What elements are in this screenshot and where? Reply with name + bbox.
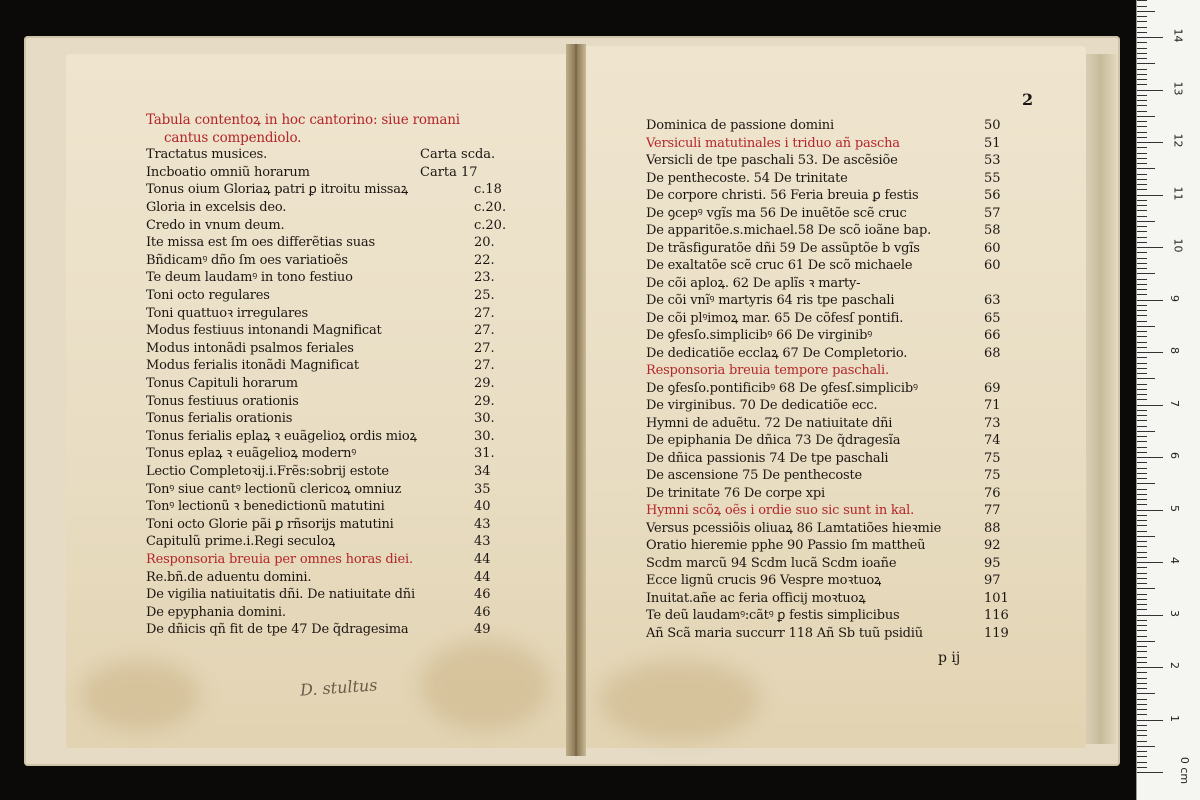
toc-entry: Capitulũ prime.i.Regi seculoꝝ (146, 534, 336, 550)
toc-page-number: 77 (984, 503, 1001, 518)
toc-entry: De dedicatiõe ecclaꝝ 67 De Completorio. (646, 345, 908, 361)
toc-entry: Te deum laudamꝰ in tono festiuo (146, 270, 353, 286)
toc-page-number: 60 (984, 258, 1001, 273)
ruler-tick (1137, 195, 1163, 196)
ruler-tick (1137, 242, 1147, 243)
ruler-tick (1137, 709, 1147, 710)
toc-page-number: Carta scda. (420, 147, 496, 163)
ruler-tick (1137, 541, 1147, 542)
margin-note: D. stultus (299, 675, 379, 700)
ruler-label: 7 (1168, 399, 1181, 407)
stain (420, 640, 550, 730)
toc-entry: Dominica de passione domini (646, 118, 834, 133)
ruler-tick (1137, 620, 1147, 621)
toc-entry: Incboatio omniũ horarum (146, 164, 310, 180)
ruler-tick (1137, 32, 1147, 33)
page-number: 2 (1022, 90, 1034, 109)
toc-page-number: 66 (984, 328, 1001, 343)
toc-entry: Bñdicamꝰ dño ſm oes variatioẽs (146, 252, 348, 268)
ruler-tick (1137, 48, 1147, 49)
ruler-tick (1137, 494, 1147, 495)
ruler-tick (1137, 672, 1147, 673)
ruler-tick (1137, 588, 1155, 589)
ruler-tick (1137, 147, 1147, 148)
toc-entry: Versicli de tpe paschali 53. De ascẽsiõe (646, 153, 898, 168)
ruler-tick (1137, 562, 1163, 563)
toc-entry: De cõi vnĩꝰ martyris 64 ris tpe paschali (646, 293, 895, 308)
ruler-tick (1137, 126, 1147, 127)
toc-page-number: 95 (984, 555, 1001, 571)
ruler-tick (1137, 714, 1147, 715)
ruler-tick (1137, 284, 1147, 285)
toc-entry: De epiphania De dñica 73 De q̃dragesĩa (646, 433, 901, 448)
ruler-tick (1137, 305, 1147, 306)
ruler-tick (1137, 237, 1147, 238)
ruler-tick (1137, 426, 1147, 427)
ruler-tick (1137, 42, 1147, 43)
ruler-label: 8 (1168, 347, 1181, 354)
ruler-tick (1137, 79, 1147, 80)
ruler-tick (1137, 420, 1147, 421)
ruler-tick (1137, 667, 1163, 668)
toc-entry: De exaltatõe scẽ cruc 61 De scõ michaele (646, 258, 913, 273)
ruler-tick (1137, 536, 1155, 537)
toc-page-number: 27. (474, 358, 495, 374)
toc-entry: Scdm marcũ 94 Scdm lucã Scdm ioañe (646, 555, 897, 571)
ruler-tick (1137, 751, 1147, 752)
toc-entry: De penthecoste. 54 De trinitate (646, 170, 848, 186)
ruler-tick (1137, 0, 1147, 1)
ruler-tick (1137, 651, 1147, 652)
toc-page-number: 116 (984, 608, 1009, 623)
toc-entry: Modus festiuus intonandi Magnificat (146, 323, 382, 339)
ruler-tick (1137, 363, 1147, 364)
ruler-tick (1137, 373, 1147, 374)
ruler-tick (1137, 11, 1155, 12)
ruler-tick (1137, 447, 1147, 448)
ruler-tick (1137, 121, 1147, 122)
stain (600, 660, 760, 740)
ruler-tick (1137, 168, 1155, 169)
ruler-tick (1137, 221, 1155, 222)
toc-page-number: 29. (474, 376, 495, 391)
toc-page-number: 56 (984, 188, 1001, 203)
toc-page-number: 119 (984, 625, 1009, 641)
toc-entry: Responsoria breuia tempore paschali. (646, 363, 889, 378)
toc-page-number: 50 (984, 118, 1001, 133)
ruler-tick (1137, 646, 1147, 647)
toc-entry: Tonꝰ lectionũ ꝛ benedictionũ matutini (146, 499, 385, 515)
toc-page-number: 30. (474, 411, 495, 427)
ruler-tick (1137, 520, 1147, 521)
toc-page-number: 75 (984, 450, 1001, 466)
ruler-tick (1137, 142, 1163, 143)
ruler-tick (1137, 116, 1155, 117)
ruler-tick (1137, 95, 1147, 96)
ruler-tick (1137, 730, 1147, 731)
ruler-tick (1137, 483, 1155, 484)
ruler-tick (1137, 641, 1155, 642)
toc-entry: De trinitate 76 De corpe xpi (646, 485, 826, 501)
ruler-tick (1137, 772, 1163, 773)
toc-page-number: 60 (984, 240, 1001, 256)
ruler-tick (1137, 258, 1147, 259)
ruler-tick (1137, 452, 1147, 453)
ruler-tick (1137, 531, 1147, 532)
toc-entry: Tonꝰ siue cantꝰ lectionũ clericoꝝ omniuz (146, 481, 402, 497)
ruler-label: 0 cm (1178, 756, 1192, 785)
toc-entry: De epyphania domini. (146, 604, 286, 620)
ruler-tick (1137, 263, 1147, 264)
toc-entry: De trãsfiguratõe dñi 59 De assũptõe b vgĩs (646, 240, 920, 256)
toc-page-number: 20. (474, 235, 495, 251)
toc-page-number: 46 (474, 604, 491, 620)
ruler-tick (1137, 735, 1147, 736)
ruler-tick (1137, 273, 1155, 274)
ruler-tick (1137, 105, 1147, 106)
toc-entry: De cõi aploꝝ. 62 De aplĩs ꝛ marty- (646, 275, 861, 291)
toc-page-number: 69 (984, 380, 1001, 396)
toc-page-number: c.20. (474, 200, 507, 215)
ruler-tick (1137, 405, 1163, 406)
ruler-tick (1137, 158, 1147, 159)
toc-entry: Modus intonãdi psalmos feriales (146, 340, 354, 356)
ruler-tick (1137, 604, 1147, 605)
ruler-tick (1137, 489, 1147, 490)
ruler-tick (1137, 468, 1147, 469)
ruler-tick (1137, 163, 1147, 164)
toc-entry: De corpore christi. 56 Feria breuia ꝑ festis (646, 188, 919, 203)
toc-page-number: 76 (984, 485, 1001, 501)
toc-entry: Tractatus musices. (146, 147, 267, 163)
toc-entry: Tonus oium Gloriaꝝ patri ꝑ itroitu missaꝝ (146, 182, 409, 198)
ruler-tick (1137, 74, 1147, 75)
toc-entry: Toni octo Glorie pãi ꝑ rñsorijs matutini (146, 516, 394, 532)
ruler-tick (1137, 478, 1147, 479)
toc-page-number: 35 (474, 481, 491, 497)
toc-page-number: 51 (984, 135, 1001, 151)
toc-entry: De ascensione 75 De penthecoste (646, 468, 862, 483)
ruler-tick (1137, 662, 1147, 663)
toc-page-number: 40 (474, 499, 491, 515)
toc-entry: De ꝯcepꝰ vgĩs ma 56 De inuẽtõe scẽ cruc (646, 205, 907, 221)
ruler-tick (1137, 557, 1147, 558)
toc-page-number: 44 (474, 569, 491, 585)
ruler-tick (1137, 457, 1163, 458)
toc-page-number: 46 (474, 587, 491, 603)
toc-entry: Tonus Capituli horarum (146, 376, 298, 391)
toc-page-number: c.20. (474, 217, 507, 233)
toc-entry: Lectio Completoꝛij.i.Frẽs:sobrij estote (146, 464, 389, 479)
ruler-tick (1137, 184, 1147, 185)
toc-entry: Te deũ laudamꝰ:cãtꝰ ꝑ festis simplicibus (646, 608, 900, 623)
toc-entry: De cõi plꝰimoꝝ mar. 65 De cõfesſ pontifi. (646, 310, 904, 326)
ruler-tick (1137, 599, 1147, 600)
ruler-tick (1137, 525, 1147, 526)
book-gutter (566, 44, 586, 756)
toc-page-number: 27. (474, 340, 495, 356)
ruler-tick (1137, 216, 1147, 217)
toc-page-number: 31. (474, 446, 495, 462)
toc-heading: cantus compendiolo. (164, 129, 302, 146)
ruler-tick (1137, 210, 1147, 211)
ruler-tick (1137, 441, 1147, 442)
ruler-label: 11 (1171, 186, 1185, 200)
toc-entry: Gloria in excelsis deo. (146, 200, 287, 215)
toc-entry: De vigilia natiuitatis dñi. De natiuitate dñi (146, 587, 415, 603)
toc-page-number: 44 (474, 552, 491, 567)
toc-entry: Toni octo regulares (146, 288, 270, 303)
toc-entry: Versus pcessiõis oliuaꝝ 86 Lamtatiões hieꝛmie (646, 520, 942, 536)
ruler-tick (1137, 342, 1147, 343)
toc-entry: Tonus ferialis orationis (146, 411, 293, 427)
toc-page-number: 57 (984, 205, 1001, 221)
toc-page-number: 29. (474, 393, 495, 409)
toc-entry: Versiculi matutinales i triduo añ pascha (646, 135, 900, 151)
toc-page-number: 74 (984, 433, 1001, 448)
ruler-tick (1137, 294, 1147, 295)
ruler-tick (1137, 415, 1147, 416)
toc-page-number: 75 (984, 468, 1001, 483)
ruler-label: 5 (1168, 504, 1181, 512)
toc-page-number: c.18 (474, 182, 502, 198)
ruler-tick (1137, 252, 1147, 253)
toc-entry: Añ Scã maria succurr 118 Añ Sb tuũ psidiũ (646, 625, 923, 641)
ruler-tick (1137, 27, 1147, 28)
toc-page-number: 55 (984, 170, 1001, 186)
toc-page-number: 68 (984, 345, 1001, 361)
ruler-tick (1137, 688, 1147, 689)
ruler-tick (1137, 336, 1147, 337)
ruler-tick (1137, 84, 1147, 85)
ruler-tick (1137, 352, 1163, 353)
ruler-tick (1137, 552, 1147, 553)
toc-entry: Modus ferialis itonãdi Magnificat (146, 358, 359, 374)
ruler-tick (1137, 625, 1147, 626)
toc-entry: Hymni scõꝝ oẽs i ordie suo sic sunt in kal. (646, 503, 915, 518)
toc-entry: Tonus festiuus orationis (146, 393, 299, 409)
ruler-tick (1137, 315, 1147, 316)
ruler-tick (1137, 300, 1163, 301)
ruler-tick (1137, 504, 1147, 505)
toc-entry: Inuitat.añe ac feria officij moꝛtuoꝝ (646, 590, 866, 606)
ruler-tick (1137, 767, 1147, 768)
measuring-ruler (1136, 0, 1200, 800)
ruler-tick (1137, 357, 1147, 358)
ruler-tick (1137, 368, 1147, 369)
ruler-tick (1137, 499, 1147, 500)
ruler-tick (1137, 746, 1155, 747)
ruler-tick (1137, 704, 1147, 705)
ruler-tick (1137, 615, 1163, 616)
ruler-label: 3 (1168, 609, 1181, 617)
toc-entry: Credo in vnum deum. (146, 217, 285, 233)
toc-page-number: 23. (474, 270, 495, 286)
ruler-tick (1137, 200, 1147, 201)
ruler-tick (1137, 321, 1147, 322)
ruler-tick (1137, 436, 1147, 437)
ruler-tick (1137, 510, 1163, 511)
ruler-tick (1137, 37, 1163, 38)
ruler-label: 14 (1171, 28, 1185, 43)
ruler-tick (1137, 289, 1147, 290)
toc-page-number: 97 (984, 573, 1001, 588)
ruler-tick (1137, 725, 1147, 726)
ruler-tick (1137, 231, 1147, 232)
toc-entry: Toni quattuoꝛ irregulares (146, 305, 308, 321)
toc-page-number: 71 (984, 398, 1001, 413)
toc-entry: De virginibus. 70 De dedicatiõe ecc. (646, 398, 878, 413)
ruler-tick (1137, 515, 1147, 516)
ruler-tick (1137, 473, 1147, 474)
ruler-tick (1137, 594, 1147, 595)
ruler-tick (1137, 693, 1155, 694)
ruler-tick (1137, 247, 1163, 248)
toc-page-number: 101 (984, 590, 1009, 606)
toc-page-number: 49 (474, 622, 491, 638)
ruler-tick (1137, 69, 1147, 70)
toc-page-number: 65 (984, 310, 1001, 326)
ruler-label: 2 (1168, 662, 1181, 669)
ruler-tick (1137, 63, 1155, 64)
toc-entry: De apparitõe.s.michael.58 De scõ ioãne bap. (646, 223, 932, 238)
toc-entry: De dñica passionis 74 De tpe paschali (646, 450, 889, 466)
ruler-tick (1137, 573, 1147, 574)
toc-entry: Hymni de aduẽtu. 72 De natiuitate dñi (646, 415, 893, 431)
ruler-tick (1137, 630, 1147, 631)
ruler-tick (1137, 384, 1147, 385)
ruler-tick (1137, 583, 1147, 584)
toc-page-number: 88 (984, 520, 1001, 536)
toc-page-number: 27. (474, 305, 495, 321)
ruler-tick (1137, 16, 1147, 17)
toc-entry: Responsoria breuia per omnes horas diei. (146, 552, 413, 567)
toc-page-number: Carta 17 (420, 164, 478, 180)
ruler-tick (1137, 111, 1147, 112)
ruler-tick (1137, 462, 1147, 463)
ruler-tick (1137, 578, 1147, 579)
ruler-tick (1137, 331, 1147, 332)
toc-page-number: 34 (474, 464, 491, 479)
ruler-tick (1137, 132, 1147, 133)
signature-mark: p ij (938, 650, 961, 666)
toc-page-number: 73 (984, 415, 1001, 431)
toc-page-number: 53 (984, 153, 1001, 168)
ruler-tick (1137, 90, 1163, 91)
ruler-tick (1137, 179, 1147, 180)
toc-entry: Ecce lignũ crucis 96 Vespre moꝛtuoꝝ (646, 573, 882, 588)
ruler-tick (1137, 636, 1147, 637)
ruler-tick (1137, 137, 1147, 138)
toc-entry: De ꝯfesſo.pontificibꝰ 68 De ꝯfesſ.simplicibꝰ (646, 380, 918, 396)
ruler-tick (1137, 347, 1147, 348)
ruler-tick (1137, 756, 1147, 757)
toc-entry: Ite missa est ſm oes differẽtias suas (146, 235, 375, 251)
ruler-tick (1137, 678, 1147, 679)
ruler-label: 9 (1168, 294, 1181, 302)
ruler-tick (1137, 389, 1147, 390)
ruler-label: 1 (1168, 714, 1181, 722)
ruler-tick (1137, 399, 1147, 400)
ruler-tick (1137, 762, 1147, 763)
ruler-tick (1137, 310, 1147, 311)
ruler-tick (1137, 410, 1147, 411)
toc-entry: Oratio hieremie pphe 90 Passio ſm mattheũ (646, 538, 926, 553)
toc-page-number: 63 (984, 293, 1001, 308)
ruler-tick (1137, 326, 1155, 327)
ruler-tick (1137, 567, 1147, 568)
ruler-tick (1137, 683, 1147, 684)
toc-entry: Tonus eplaꝝ ꝛ euãgelioꝝ modernꝰ (146, 446, 357, 462)
ruler-tick (1137, 6, 1147, 7)
ruler-tick (1137, 741, 1147, 742)
ruler-tick (1137, 720, 1163, 721)
ruler-tick (1137, 189, 1147, 190)
ruler-tick (1137, 53, 1147, 54)
toc-page-number: 92 (984, 538, 1001, 553)
toc-page-number: 22. (474, 252, 495, 268)
ruler-tick (1137, 657, 1147, 658)
toc-page-number: 27. (474, 323, 495, 339)
ruler-tick (1137, 546, 1147, 547)
ruler-tick (1137, 394, 1147, 395)
ruler-tick (1137, 431, 1155, 432)
toc-page-number: 30. (474, 428, 495, 444)
toc-page-number: 43 (474, 516, 491, 532)
ruler-tick (1137, 58, 1147, 59)
ruler-tick (1137, 699, 1147, 700)
page-edges (1086, 54, 1116, 744)
ruler-label: 10 (1171, 238, 1185, 253)
toc-page-number: 25. (474, 288, 495, 303)
ruler-tick (1137, 279, 1147, 280)
ruler-tick (1137, 21, 1147, 22)
ruler-tick (1137, 378, 1155, 379)
ruler-tick (1137, 153, 1147, 154)
toc-entry: De dñicis qñ fit de tpe 47 De q̃dragesima (146, 622, 409, 638)
toc-heading: Tabula contentoꝝ in hoc cantorino: siue romani (146, 112, 460, 128)
toc-entry: Tonus ferialis eplaꝝ ꝛ euãgelioꝝ ordis mioꝝ (146, 428, 417, 444)
ruler-tick (1137, 100, 1147, 101)
ruler-tick (1137, 205, 1147, 206)
toc-page-number: 43 (474, 534, 491, 550)
ruler-tick (1137, 174, 1147, 175)
ruler-tick (1137, 226, 1147, 227)
toc-entry: Re.bñ.de aduentu domini. (146, 569, 312, 585)
toc-page-number: 58 (984, 223, 1001, 238)
stain (80, 660, 200, 730)
toc-entry: De ꝯfesſo.simplicibꝰ 66 De virginibꝰ (646, 328, 872, 343)
ruler-label: 12 (1171, 133, 1185, 148)
ruler-label: 6 (1168, 452, 1181, 459)
ruler-label: 4 (1168, 557, 1181, 564)
ruler-tick (1137, 268, 1147, 269)
ruler-label: 13 (1171, 81, 1185, 95)
ruler-tick (1137, 609, 1147, 610)
